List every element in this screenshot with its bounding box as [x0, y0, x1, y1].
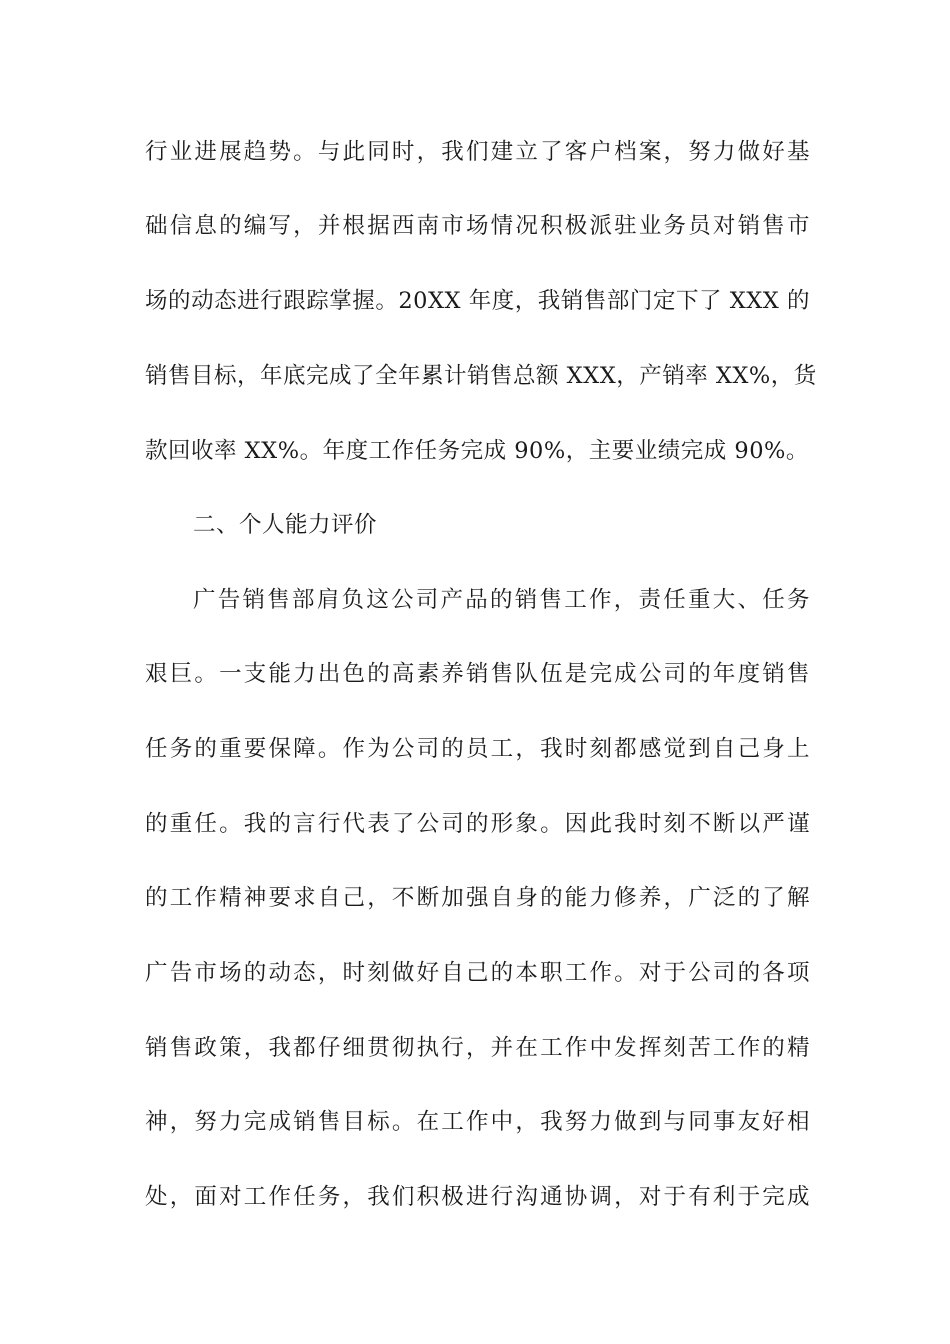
body-text-line: 销售政策，我都仔细贯彻执行，并在工作中发挥刻苦工作的精	[145, 1035, 810, 1061]
body-text-line: 处，面对工作任务，我们积极进行沟通协调，对于有利于完成	[145, 1184, 810, 1210]
body-text-line: 艰巨。一支能力出色的高素养销售队伍是完成公司的年度销售	[145, 661, 810, 687]
body-text-line: 的工作精神要求自己，不断加强自身的能力修养，广泛的了解	[145, 885, 810, 911]
body-text-line: 任务的重要保障。作为公司的员工，我时刻都感觉到自己身上	[145, 736, 810, 762]
body-text-line: 广告市场的动态，时刻做好自己的本职工作。对于公司的各项	[145, 960, 810, 986]
body-text-line: 款回收率 XX%。年度工作任务完成 90%，主要业绩完成 90%。	[145, 438, 809, 464]
body-text-line: 础信息的编写，并根据西南市场情况积极派驻业务员对销售市	[145, 213, 810, 239]
body-text-line: 场的动态进行跟踪掌握。20XX 年度，我销售部门定下了 XXX 的	[145, 288, 810, 314]
body-text-line: 行业进展趋势。与此同时，我们建立了客户档案，努力做好基	[145, 139, 810, 165]
section-heading: 二、个人能力评价	[193, 512, 378, 538]
body-text-line: 神，努力完成销售目标。在工作中，我努力做到与同事友好相	[145, 1109, 810, 1135]
body-text-line: 广告销售部肩负这公司产品的销售工作，责任重大、任务	[193, 587, 810, 613]
body-text-line: 销售目标，年底完成了全年累计销售总额 XXX，产销率 XX%，货	[145, 363, 817, 389]
body-text-line: 的重任。我的言行代表了公司的形象。因此我时刻不断以严谨	[145, 811, 810, 837]
